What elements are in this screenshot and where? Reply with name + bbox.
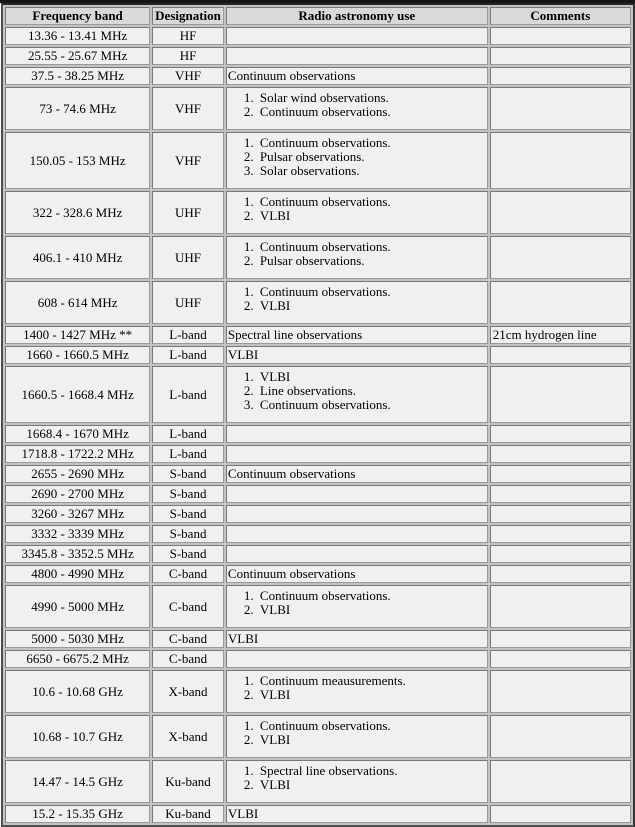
frequency-band-cell: 3345.8 - 3352.5 MHz	[5, 545, 150, 563]
designation-cell: C-band	[152, 650, 224, 668]
use-list-item: 1. Spectral line observations.	[257, 764, 485, 778]
radio-astronomy-use-cell	[226, 445, 488, 463]
designation-cell: C-band	[152, 565, 224, 583]
frequency-band-cell: 608 - 614 MHz	[5, 281, 150, 324]
table-row	[5, 132, 631, 189]
radio-astronomy-use-cell	[226, 670, 488, 713]
comments-cell: 21cm hydrogen line	[490, 326, 631, 344]
radio-astronomy-use-cell	[226, 505, 488, 523]
comments-cell	[490, 760, 631, 803]
radio-astronomy-use-cell	[226, 87, 488, 130]
radio-astronomy-frequency-table	[1, 3, 635, 827]
use-list-item: 1. Continuum observations.	[257, 589, 485, 603]
radio-astronomy-use-cell	[226, 760, 488, 803]
comments-cell	[490, 27, 631, 45]
use-list-item: 2. Line observations.	[257, 384, 485, 398]
radio-astronomy-use-cell	[226, 47, 488, 65]
table-body	[5, 27, 631, 823]
table-row	[5, 715, 631, 758]
frequency-band-cell: 73 - 74.6 MHz	[5, 87, 150, 130]
comments-cell	[490, 445, 631, 463]
frequency-band-cell: 10.6 - 10.68 GHz	[5, 670, 150, 713]
frequency-band-cell: 150.05 - 153 MHz	[5, 132, 150, 189]
table-row	[5, 650, 631, 668]
frequency-band-cell: 13.36 - 13.41 MHz	[5, 27, 150, 45]
table-row	[5, 366, 631, 423]
radio-astronomy-use-cell: Continuum observations	[226, 565, 488, 583]
designation-cell: S-band	[152, 485, 224, 503]
comments-cell	[490, 191, 631, 234]
comments-cell	[490, 236, 631, 279]
designation-cell: S-band	[152, 465, 224, 483]
table-row	[5, 485, 631, 503]
use-list-item: 1. Continuum observations.	[257, 719, 485, 733]
designation-cell: L-band	[152, 326, 224, 344]
table-row	[5, 760, 631, 803]
radio-astronomy-use-cell	[226, 27, 488, 45]
header-row	[5, 7, 631, 25]
frequency-band-cell: 1660 - 1660.5 MHz	[5, 346, 150, 364]
radio-astronomy-use-cell	[226, 191, 488, 234]
table-row	[5, 585, 631, 628]
header-frequency-band: Frequency band	[5, 7, 150, 25]
use-list-item: 2. VLBI	[257, 688, 485, 702]
header-comments: Comments	[490, 7, 631, 25]
frequency-band-cell: 5000 - 5030 MHz	[5, 630, 150, 648]
use-list	[228, 674, 485, 702]
table-row	[5, 281, 631, 324]
radio-astronomy-use-cell	[226, 525, 488, 543]
use-list	[228, 136, 485, 178]
designation-cell: L-band	[152, 366, 224, 423]
table-row	[5, 525, 631, 543]
radio-astronomy-use-cell	[226, 132, 488, 189]
table-row	[5, 236, 631, 279]
comments-cell	[490, 525, 631, 543]
table-row	[5, 67, 631, 85]
designation-cell: Ku-band	[152, 805, 224, 823]
frequency-band-cell: 37.5 - 38.25 MHz	[5, 67, 150, 85]
table-row	[5, 346, 631, 364]
frequency-band-cell: 1718.8 - 1722.2 MHz	[5, 445, 150, 463]
table-row	[5, 805, 631, 823]
frequency-band-cell: 406.1 - 410 MHz	[5, 236, 150, 279]
use-list-item: 1. Continuum observations.	[257, 285, 485, 299]
radio-astronomy-use-cell	[226, 485, 488, 503]
radio-astronomy-use-cell	[226, 715, 488, 758]
designation-cell: UHF	[152, 281, 224, 324]
frequency-band-cell: 15.2 - 15.35 GHz	[5, 805, 150, 823]
frequency-band-cell: 10.68 - 10.7 GHz	[5, 715, 150, 758]
use-list	[228, 764, 485, 792]
use-list-item: 2. Pulsar observations.	[257, 254, 485, 268]
frequency-band-cell: 3332 - 3339 MHz	[5, 525, 150, 543]
radio-astronomy-use-cell: VLBI	[226, 346, 488, 364]
radio-astronomy-use-cell	[226, 281, 488, 324]
comments-cell	[490, 505, 631, 523]
comments-cell	[490, 630, 631, 648]
use-list	[228, 370, 485, 412]
radio-astronomy-use-cell	[226, 425, 488, 443]
use-list-item: 3. Solar observations.	[257, 164, 485, 178]
table-row	[5, 630, 631, 648]
use-list	[228, 91, 485, 119]
designation-cell: L-band	[152, 445, 224, 463]
radio-astronomy-use-cell	[226, 366, 488, 423]
radio-astronomy-use-cell	[226, 236, 488, 279]
use-list-item: 2. VLBI	[257, 299, 485, 313]
table-row	[5, 670, 631, 713]
radio-astronomy-use-cell: VLBI	[226, 630, 488, 648]
designation-cell: S-band	[152, 505, 224, 523]
use-list-item: 2. Continuum observations.	[257, 105, 485, 119]
use-list	[228, 719, 485, 747]
frequency-band-cell: 14.47 - 14.5 GHz	[5, 760, 150, 803]
use-list	[228, 195, 485, 223]
use-list-item: 1. Continuum observations.	[257, 136, 485, 150]
frequency-band-cell: 4990 - 5000 MHz	[5, 585, 150, 628]
frequency-band-cell: 6650 - 6675.2 MHz	[5, 650, 150, 668]
table-row	[5, 425, 631, 443]
comments-cell	[490, 565, 631, 583]
use-list-item: 1. Continuum observations.	[257, 240, 485, 254]
table-row	[5, 445, 631, 463]
use-list-item: 2. VLBI	[257, 209, 485, 223]
designation-cell: VHF	[152, 132, 224, 189]
comments-cell	[490, 465, 631, 483]
radio-astronomy-use-cell: Spectral line observations	[226, 326, 488, 344]
comments-cell	[490, 805, 631, 823]
table-row	[5, 27, 631, 45]
designation-cell: L-band	[152, 346, 224, 364]
comments-cell	[490, 281, 631, 324]
table-row	[5, 326, 631, 344]
frequency-band-cell: 1660.5 - 1668.4 MHz	[5, 366, 150, 423]
radio-astronomy-use-cell	[226, 585, 488, 628]
comments-cell	[490, 485, 631, 503]
use-list-item: 1. VLBI	[257, 370, 485, 384]
use-list-item: 2. VLBI	[257, 603, 485, 617]
designation-cell: HF	[152, 47, 224, 65]
designation-cell: S-band	[152, 525, 224, 543]
table-row	[5, 545, 631, 563]
use-list-item: 1. Solar wind observations.	[257, 91, 485, 105]
header-radio-astronomy-use: Radio astronomy use	[226, 7, 488, 25]
comments-cell	[490, 47, 631, 65]
comments-cell	[490, 650, 631, 668]
use-list-item: 1. Continuum meausurements.	[257, 674, 485, 688]
frequency-band-cell: 322 - 328.6 MHz	[5, 191, 150, 234]
comments-cell	[490, 67, 631, 85]
designation-cell: UHF	[152, 191, 224, 234]
table-row	[5, 191, 631, 234]
designation-cell: UHF	[152, 236, 224, 279]
designation-cell: L-band	[152, 425, 224, 443]
comments-cell	[490, 670, 631, 713]
use-list-item: 2. VLBI	[257, 733, 485, 747]
table-row	[5, 87, 631, 130]
frequency-band-cell: 2690 - 2700 MHz	[5, 485, 150, 503]
use-list	[228, 285, 485, 313]
comments-cell	[490, 425, 631, 443]
designation-cell: VHF	[152, 67, 224, 85]
designation-cell: S-band	[152, 545, 224, 563]
table-row	[5, 505, 631, 523]
radio-astronomy-use-cell: Continuum observations	[226, 67, 488, 85]
comments-cell	[490, 87, 631, 130]
table-row	[5, 565, 631, 583]
frequency-band-cell: 3260 - 3267 MHz	[5, 505, 150, 523]
frequency-band-cell: 4800 - 4990 MHz	[5, 565, 150, 583]
designation-cell: C-band	[152, 585, 224, 628]
comments-cell	[490, 366, 631, 423]
table-row	[5, 47, 631, 65]
table-row	[5, 465, 631, 483]
designation-cell: HF	[152, 27, 224, 45]
frequency-band-cell: 1400 - 1427 MHz **	[5, 326, 150, 344]
designation-cell: VHF	[152, 87, 224, 130]
use-list	[228, 240, 485, 268]
use-list	[228, 589, 485, 617]
radio-astronomy-use-cell: Continuum observations	[226, 465, 488, 483]
comments-cell	[490, 132, 631, 189]
comments-cell	[490, 715, 631, 758]
use-list-item: 2. Pulsar observations.	[257, 150, 485, 164]
designation-cell: X-band	[152, 670, 224, 713]
frequency-band-cell: 1668.4 - 1670 MHz	[5, 425, 150, 443]
comments-cell	[490, 545, 631, 563]
frequency-band-cell: 2655 - 2690 MHz	[5, 465, 150, 483]
radio-astronomy-use-cell: VLBI	[226, 805, 488, 823]
comments-cell	[490, 346, 631, 364]
radio-astronomy-use-cell	[226, 545, 488, 563]
use-list-item: 3. Continuum observations.	[257, 398, 485, 412]
frequency-band-cell: 25.55 - 25.67 MHz	[5, 47, 150, 65]
designation-cell: X-band	[152, 715, 224, 758]
radio-astronomy-use-cell	[226, 650, 488, 668]
table-header	[5, 7, 631, 25]
header-designation: Designation	[152, 7, 224, 25]
comments-cell	[490, 585, 631, 628]
use-list-item: 2. VLBI	[257, 778, 485, 792]
designation-cell: Ku-band	[152, 760, 224, 803]
use-list-item: 1. Continuum observations.	[257, 195, 485, 209]
designation-cell: C-band	[152, 630, 224, 648]
